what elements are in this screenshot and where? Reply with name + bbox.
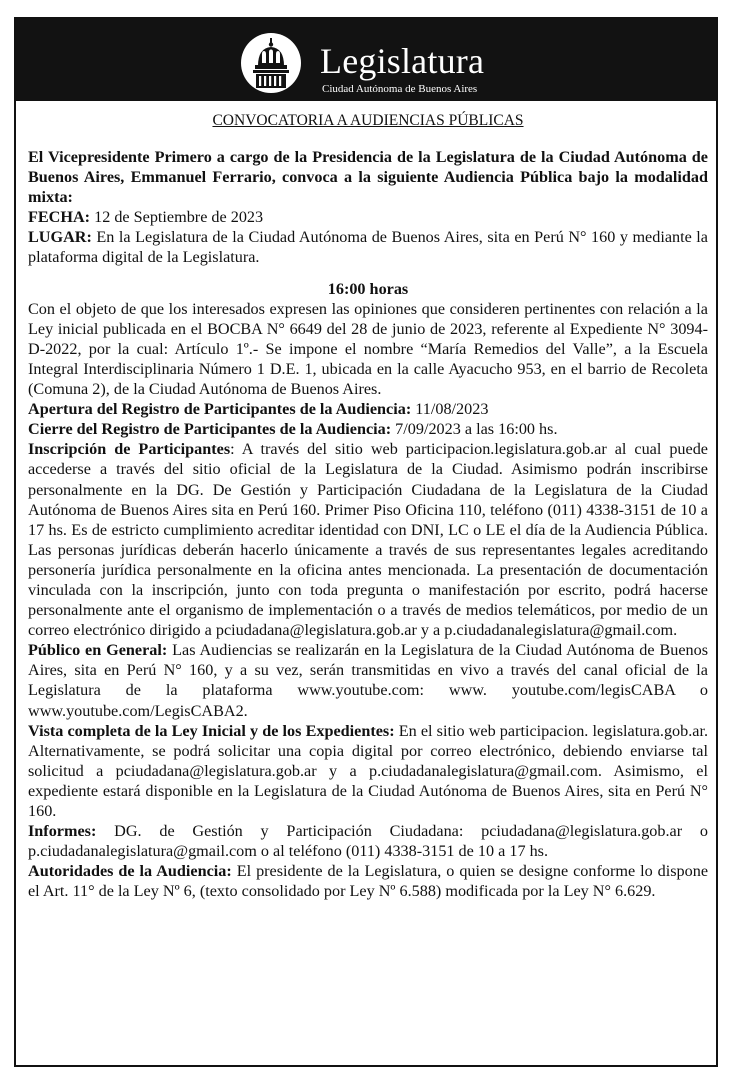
apertura-value: 11/08/2023 xyxy=(411,400,489,419)
vista-paragraph xyxy=(28,721,708,821)
informes-label: Informes: xyxy=(28,822,97,841)
informes-paragraph xyxy=(28,821,708,861)
header-banner xyxy=(16,19,716,101)
inscripcion-label: Inscripción de Participantes xyxy=(28,440,231,459)
vista-value: En el sitio web participacion. legislatura.gob.ar. Alternativamente, se podrá solicitar una copia digital por correo electrónico, debiendo enviarse tal solicitud a pciudadana@legislatura.gob.ar y a p.ciudadanalegislatura@gmail.com. Asimismo, el expediente estará disponible en la Legislatura de la Ciudad Autónoma de Buenos Aires, sita en Perú N° 160. xyxy=(28,721,708,820)
vista-label: Vista completa de la Ley Inicial y de los Expedientes: xyxy=(28,721,395,740)
lugar-line xyxy=(28,227,708,267)
publico-label: Público en General: xyxy=(28,641,168,660)
brand-subtitle: Ciudad Autónoma de Buenos Aires xyxy=(322,83,478,95)
autoridades-paragraph xyxy=(28,861,708,901)
hora-line: 16:00 horas xyxy=(327,279,409,298)
fecha-line xyxy=(28,207,708,227)
cierre-label: Cierre del Registro de Participantes de la Audiencia: xyxy=(28,420,392,439)
inscripcion-value: : A través del sitio web participacion.legislatura.gob.ar al cual puede accederse a través del sitio oficial de la Legislatura de la Ciudad. Asimismo podrán inscribirse personalmente en la DG. De Gestión y Participación Ciudadana de la Legislatura de la Ciudad Autónoma de Buenos Aires sita en Perú 160. Primer Piso Oficina 110, teléfono (011) 4338-3151 de 10 a 17 hs. Es de estricto cumplimiento acreditar identidad con DNI, LC o LE el día de la Audiencia Pública. Las personas jurídicas deberán hacerlo únicamente a través de sus representantes legales acreditando personería jurídica personalmente en la oficina antes mencionada. La presentación de documentación vinculada con la inscripción, junto con toda pregunta o manifestación por escrito, podrá hacerse personalmente ante el organismo de implementación o a través de medios telemáticos, por medio de un correo electrónico dirigido a pciudadana@legislatura.gob.ar y a p.ciudadanalegislatura@gmail.com. xyxy=(28,440,708,640)
page-title: CONVOCATORIA A AUDIENCIAS PÚBLICAS xyxy=(212,112,524,129)
apertura-line xyxy=(28,399,708,419)
publico-value: Las Audiencias se realizarán en la Legislatura de la Ciudad Autónoma de Buenos Aires, sita en Perú N° 160, y a su vez, serán transmitidas en vivo a través del canal oficial de la Legislatura de la plataforma www.youtube.com: www. youtube.com/legisCABA o www.youtube.com/LegisCABA2. xyxy=(28,641,709,720)
notice-body xyxy=(28,111,708,901)
spacer xyxy=(28,268,708,279)
inscripcion-paragraph xyxy=(28,439,708,640)
cierre-line xyxy=(28,419,708,439)
autoridades-value: El presidente de la Legislatura, o quien se designe conforme lo dispone el Art. 11° de la Ley Nº 6, (texto consolidado por Ley Nº 6.588) modificada por la Ley N° 6.629. xyxy=(28,862,709,901)
fecha-label: FECHA: xyxy=(28,208,91,227)
lugar-value: En la Legislatura de la Ciudad Autónoma de Buenos Aires, sita en Perú N° 160 y mediante la plataforma digital de la Legislatura. xyxy=(28,228,708,267)
intro-paragraph: El Vicepresidente Primero a cargo de la Presidencia de la Legislatura de la Ciudad Autónoma de Buenos Aires, Emmanuel Ferrario, convoca a la siguiente Audiencia Pública bajo la modalidad mixta: xyxy=(28,148,708,207)
apertura-label: Apertura del Registro de Participantes de la Audiencia: xyxy=(28,400,412,419)
informes-value: DG. de Gestión y Participación Ciudadana: pciudadana@legislatura.gob.ar o p.ciudadanalegislatura@gmail.com o al teléfono (011) 4338-3151 de 10 a 17 hs. xyxy=(28,822,708,861)
legislatura-dome-icon xyxy=(240,32,302,94)
objeto-paragraph: Con el objeto de que los interesados expresen las opiniones que consideren pertinentes con relación a la Ley inicial publicada en el BOCBA N° 6649 del 28 de junio de 2023, referente al Expediente N° 3094-D-2022, por la cual: Artículo 1º.- Se impone el nombre “María Remedios del Valle”, a la Escuela Integral Interdisciplinaria Número 1 D.E. 1, ubicada en la calle Ayacucho 953, en el barrio de Recoleta (Comuna 2), de la Ciudad Autónoma de Buenos Aires. xyxy=(28,299,708,399)
lugar-label: LUGAR: xyxy=(28,228,92,247)
brand-name: Legislatura xyxy=(320,41,485,81)
publico-paragraph xyxy=(28,640,708,720)
autoridades-label: Autoridades de la Audiencia: xyxy=(28,862,232,881)
fecha-value: 12 de Septiembre de 2023 xyxy=(90,208,264,227)
cierre-value: 7/09/2023 a las 16:00 hs. xyxy=(391,420,558,439)
notice-frame xyxy=(14,17,718,1067)
